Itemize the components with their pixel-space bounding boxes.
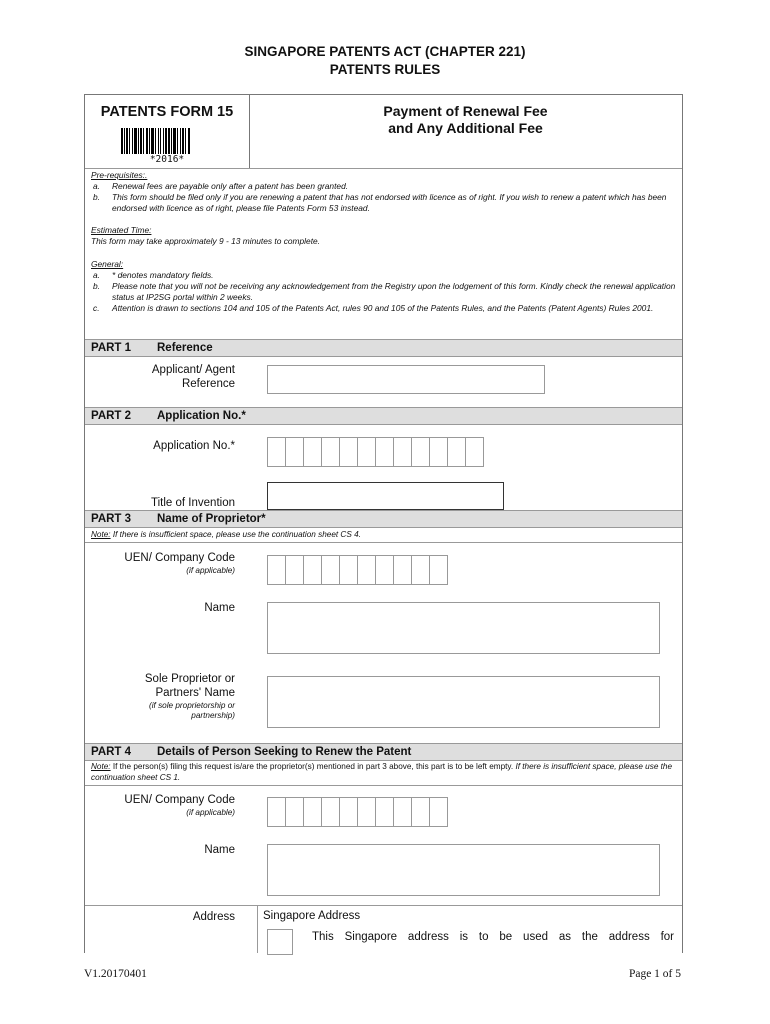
- singapore-address-heading: Singapore Address: [263, 910, 361, 922]
- applicant-reference-label: Applicant/ Agent Reference: [151, 364, 235, 390]
- prereq-item: a. Renewal fees are payable only after a patent has been granted.: [93, 181, 349, 191]
- form-number-cell: [85, 95, 250, 168]
- part-4-header: [85, 743, 682, 761]
- part-3-title: Name of Proprietor*: [157, 513, 266, 525]
- part-4-number: PART 4: [91, 746, 132, 758]
- sole-proprietor-input[interactable]: [267, 676, 660, 728]
- uen-input-part-4[interactable]: [267, 797, 448, 827]
- part-4-note: Note: If the person(s) filing this request is/are the proprietor(s) mentioned in part 3 above, this part is to be left empty. If there is insufficient space, please use the continuation sheet CS 1.: [91, 762, 673, 782]
- column-divider: [257, 905, 258, 953]
- proprietor-name-label: Name: [204, 602, 235, 614]
- estimated-time-section: [91, 225, 676, 247]
- general-item: a. * denotes mandatory fields.: [93, 270, 214, 280]
- form-frame: [84, 94, 683, 953]
- address-label: Address: [192, 911, 235, 923]
- address-checkbox[interactable]: [267, 929, 293, 955]
- divider: [85, 905, 682, 906]
- applicant-reference-input[interactable]: [267, 365, 545, 394]
- form-number: PATENTS FORM 15: [100, 104, 234, 120]
- sole-proprietor-label: Sole Proprietor or Partners' Name: [144, 673, 235, 699]
- title-of-invention-label: Title of Invention: [151, 497, 235, 509]
- part-3-note: Note: If there is insufficient space, please use the continuation sheet CS 4.: [91, 530, 361, 539]
- uen-input[interactable]: [267, 555, 448, 585]
- part-2-number: PART 2: [91, 410, 132, 422]
- divider: [85, 785, 682, 786]
- proprietor-name-input[interactable]: [267, 602, 660, 654]
- person-name-input[interactable]: [267, 844, 660, 896]
- part-3-header: [85, 510, 682, 528]
- part-1-header: [85, 339, 682, 357]
- time-text: This form may take approximately 9 - 13 minutes to complete.: [91, 236, 321, 246]
- barcode-text: *2016*: [149, 154, 185, 165]
- uen-label-part-4: UEN/ Company Code: [124, 794, 235, 806]
- sole-proprietor-sub-label: (if sole proprietorship or partnership): [148, 701, 235, 720]
- application-no-input[interactable]: [267, 437, 484, 467]
- divider: [85, 542, 682, 543]
- general-item: c. Attention is drawn to sections 104 and 105 of the Patents Act, rules 90 and 105 of the Patents Rules, and the Patents (Patent Agents) Rules 2001.: [93, 303, 654, 313]
- title-of-invention-input[interactable]: [267, 482, 504, 510]
- divider: [85, 168, 682, 169]
- barcode: [121, 128, 213, 154]
- part-1-title: Reference: [157, 342, 213, 354]
- time-heading: Estimated Time:: [91, 225, 152, 235]
- footer-page: Page 1 of 5: [628, 968, 681, 980]
- part-4-title: Details of Person Seeking to Renew the Patent: [157, 746, 412, 758]
- prerequisites-section: [91, 170, 676, 214]
- general-section: [91, 259, 676, 314]
- part-3-number: PART 3: [91, 513, 132, 525]
- part-2-title: Application No.*: [157, 410, 246, 422]
- part-1-number: PART 1: [91, 342, 132, 354]
- prereq-item: b. This form should be filed only if you are renewing a patent that has not endorsed with licence as of right. If you wish to renew a patent which has been endorsed with licence as of right, please file Patents Form 53 instead.: [93, 192, 667, 213]
- address-checkbox-text: This Singapore address is to be used as the address for: [312, 931, 674, 943]
- uen-label: UEN/ Company Code: [124, 552, 235, 564]
- form-title-line-1: Payment of Renewal Fee: [383, 103, 548, 119]
- part-2-header: [85, 407, 682, 425]
- footer-version: V1.20170401: [84, 968, 147, 980]
- prereq-heading: Pre-requisites:.: [91, 170, 148, 180]
- general-item: b. Please note that you will not be receiving any acknowledgement from the Registry upon the lodgement of this form. Kindly check the renewal application status at IP2SG portal within 2 weeks.: [93, 281, 676, 302]
- uen-sub-label-part-4: (if applicable): [186, 808, 235, 817]
- uen-sub-label: (if applicable): [186, 566, 235, 575]
- general-heading: General:: [91, 259, 124, 269]
- application-no-label: Application No.*: [153, 440, 235, 452]
- header-line-2: PATENTS RULES: [329, 62, 441, 77]
- header-line-1: SINGAPORE PATENTS ACT (CHAPTER 221): [244, 44, 526, 59]
- person-name-label: Name: [204, 844, 235, 856]
- form-title: [249, 103, 682, 137]
- form-title-line-2: and Any Additional Fee: [388, 120, 543, 136]
